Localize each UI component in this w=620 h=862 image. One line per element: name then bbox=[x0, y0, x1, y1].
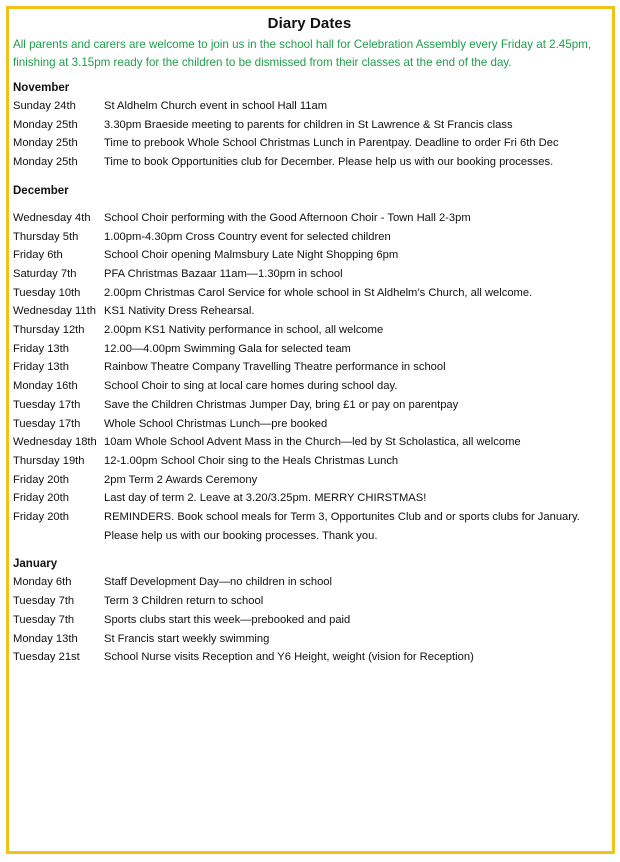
event-date: Wednesday 4th bbox=[13, 211, 91, 224]
diary-list bbox=[13, 97, 606, 172]
event-date: Thursday 19th bbox=[13, 454, 85, 467]
event-description: PFA Christmas Bazaar 11am—1.30pm in school bbox=[104, 267, 343, 280]
list-item bbox=[13, 134, 606, 153]
event-description: Whole School Christmas Lunch—pre booked bbox=[104, 417, 328, 430]
event-description: 12-1.00pm School Choir sing to the Heals Christmas Lunch bbox=[104, 454, 399, 467]
list-item bbox=[13, 611, 606, 630]
intro-text: All parents and carers are welcome to join us in the school hall for Celebration Assembly every Friday at 2.45pm, finishing at 3.15pm ready for the children to be dismissed from their classes at the end of the day. bbox=[13, 38, 592, 69]
event-date: Friday 6th bbox=[13, 249, 63, 262]
list-item bbox=[13, 153, 606, 172]
list-item bbox=[13, 265, 606, 284]
spacer bbox=[13, 200, 606, 209]
section-heading: November bbox=[13, 82, 70, 94]
event-date: Saturday 7th bbox=[13, 267, 77, 280]
list-item bbox=[13, 415, 606, 434]
list-item bbox=[13, 471, 606, 490]
event-date: Tuesday 17th bbox=[13, 417, 81, 430]
event-description: 2.00pm KS1 Nativity performance in school, all welcome bbox=[104, 324, 384, 337]
list-item bbox=[13, 97, 606, 116]
event-description: Rainbow Theatre Company Travelling Theatre performance in school bbox=[104, 361, 446, 374]
event-date: Friday 20th bbox=[13, 492, 69, 505]
event-date: Monday 16th bbox=[13, 380, 78, 393]
list-item bbox=[13, 396, 606, 415]
list-item bbox=[13, 648, 606, 667]
list-item bbox=[13, 302, 606, 321]
event-date: Friday 13th bbox=[13, 342, 69, 355]
event-date: Monday 25th bbox=[13, 137, 78, 150]
list-item bbox=[13, 489, 606, 508]
event-date: Monday 13th bbox=[13, 632, 78, 645]
event-description: 2.00pm Christmas Carol Service for whole school in St Aldhelm’s Church, all welcome. bbox=[104, 286, 533, 299]
event-description: School Choir opening Malmsbury Late Night Shopping 6pm bbox=[104, 249, 399, 262]
event-date: Monday 25th bbox=[13, 156, 78, 169]
event-description: Last day of term 2. Leave at 3.20/3.25pm. MERRY CHIRSTMAS! bbox=[104, 492, 427, 505]
event-description: School Nurse visits Reception and Y6 Height, weight (vision for Reception) bbox=[104, 651, 474, 664]
event-description: Term 3 Children return to school bbox=[104, 595, 264, 608]
diary-list bbox=[13, 573, 606, 667]
diary-sections bbox=[13, 79, 606, 677]
event-date: Tuesday 10th bbox=[13, 286, 81, 299]
event-description: Time to book Opportunities club for December. Please help us with our booking processes. bbox=[104, 156, 554, 169]
list-item bbox=[13, 321, 606, 340]
event-date: Tuesday 7th bbox=[13, 613, 75, 626]
list-item bbox=[13, 592, 606, 611]
diary-frame bbox=[6, 6, 615, 854]
event-description: St Francis start weekly swimming bbox=[104, 632, 270, 645]
list-item bbox=[13, 377, 606, 396]
list-item bbox=[13, 209, 606, 228]
event-description: REMINDERS. Book school meals for Term 3, Opportunites Club and or sports clubs for January. Please help us with our booking processes. Thank you. bbox=[104, 511, 580, 542]
event-description: 12.00—4.00pm Swimming Gala for selected team bbox=[104, 342, 351, 355]
event-description: KS1 Nativity Dress Rehearsal. bbox=[104, 305, 255, 318]
event-date: Wednesday 18th bbox=[13, 436, 97, 449]
list-item bbox=[13, 358, 606, 377]
list-item bbox=[13, 246, 606, 265]
event-date: Friday 20th bbox=[13, 473, 69, 486]
event-date: Tuesday 17th bbox=[13, 398, 81, 411]
diary-list bbox=[13, 209, 606, 546]
event-description: Sports clubs start this week—prebooked and paid bbox=[104, 613, 351, 626]
event-description: School Choir performing with the Good Afternoon Choir - Town Hall 2-3pm bbox=[104, 211, 471, 224]
list-item bbox=[13, 433, 606, 452]
diary-content bbox=[13, 13, 606, 677]
event-date: Sunday 24th bbox=[13, 100, 76, 112]
list-item bbox=[13, 116, 606, 135]
event-description: 10am Whole School Advent Mass in the Church—led by St Scholastica, all welcome bbox=[104, 436, 521, 449]
list-item bbox=[13, 340, 606, 359]
event-date: Friday 20th bbox=[13, 511, 69, 524]
event-description: 3.30pm Braeside meeting to parents for children in St Lawrence & St Francis class bbox=[104, 118, 513, 131]
list-item bbox=[13, 452, 606, 471]
event-date: Wednesday 11th bbox=[13, 305, 96, 318]
list-item bbox=[13, 228, 606, 247]
event-description: Staff Development Day—no children in school bbox=[104, 576, 333, 589]
page-title: Diary Dates bbox=[267, 15, 352, 32]
event-description: Time to prebook Whole School Christmas Lunch in Parentpay. Deadline to order Fri 6th Dec bbox=[104, 137, 559, 150]
section-heading: December bbox=[13, 184, 69, 197]
event-date: Monday 25th bbox=[13, 118, 78, 131]
event-date: Thursday 12th bbox=[13, 324, 85, 337]
event-description: Save the Children Christmas Jumper Day, bring £1 or pay on parentpay bbox=[104, 398, 459, 411]
event-description: 2pm Term 2 Awards Ceremony bbox=[104, 473, 258, 486]
section-heading: January bbox=[13, 558, 58, 571]
event-description: School Choir to sing at local care homes during school day. bbox=[104, 380, 398, 393]
list-item bbox=[13, 508, 606, 545]
list-item bbox=[13, 284, 606, 303]
list-item bbox=[13, 573, 606, 592]
spacer bbox=[13, 671, 606, 677]
list-item bbox=[13, 630, 606, 649]
event-date: Tuesday 7th bbox=[13, 595, 75, 608]
event-date: Thursday 5th bbox=[13, 230, 79, 243]
event-description: St Aldhelm Church event in school Hall 11am bbox=[104, 100, 328, 112]
event-date: Monday 6th bbox=[13, 576, 72, 589]
event-date: Friday 13th bbox=[13, 361, 69, 374]
event-description: 1.00pm-4.30pm Cross Country event for selected children bbox=[104, 230, 391, 243]
event-date: Tuesday 21st bbox=[13, 651, 80, 664]
